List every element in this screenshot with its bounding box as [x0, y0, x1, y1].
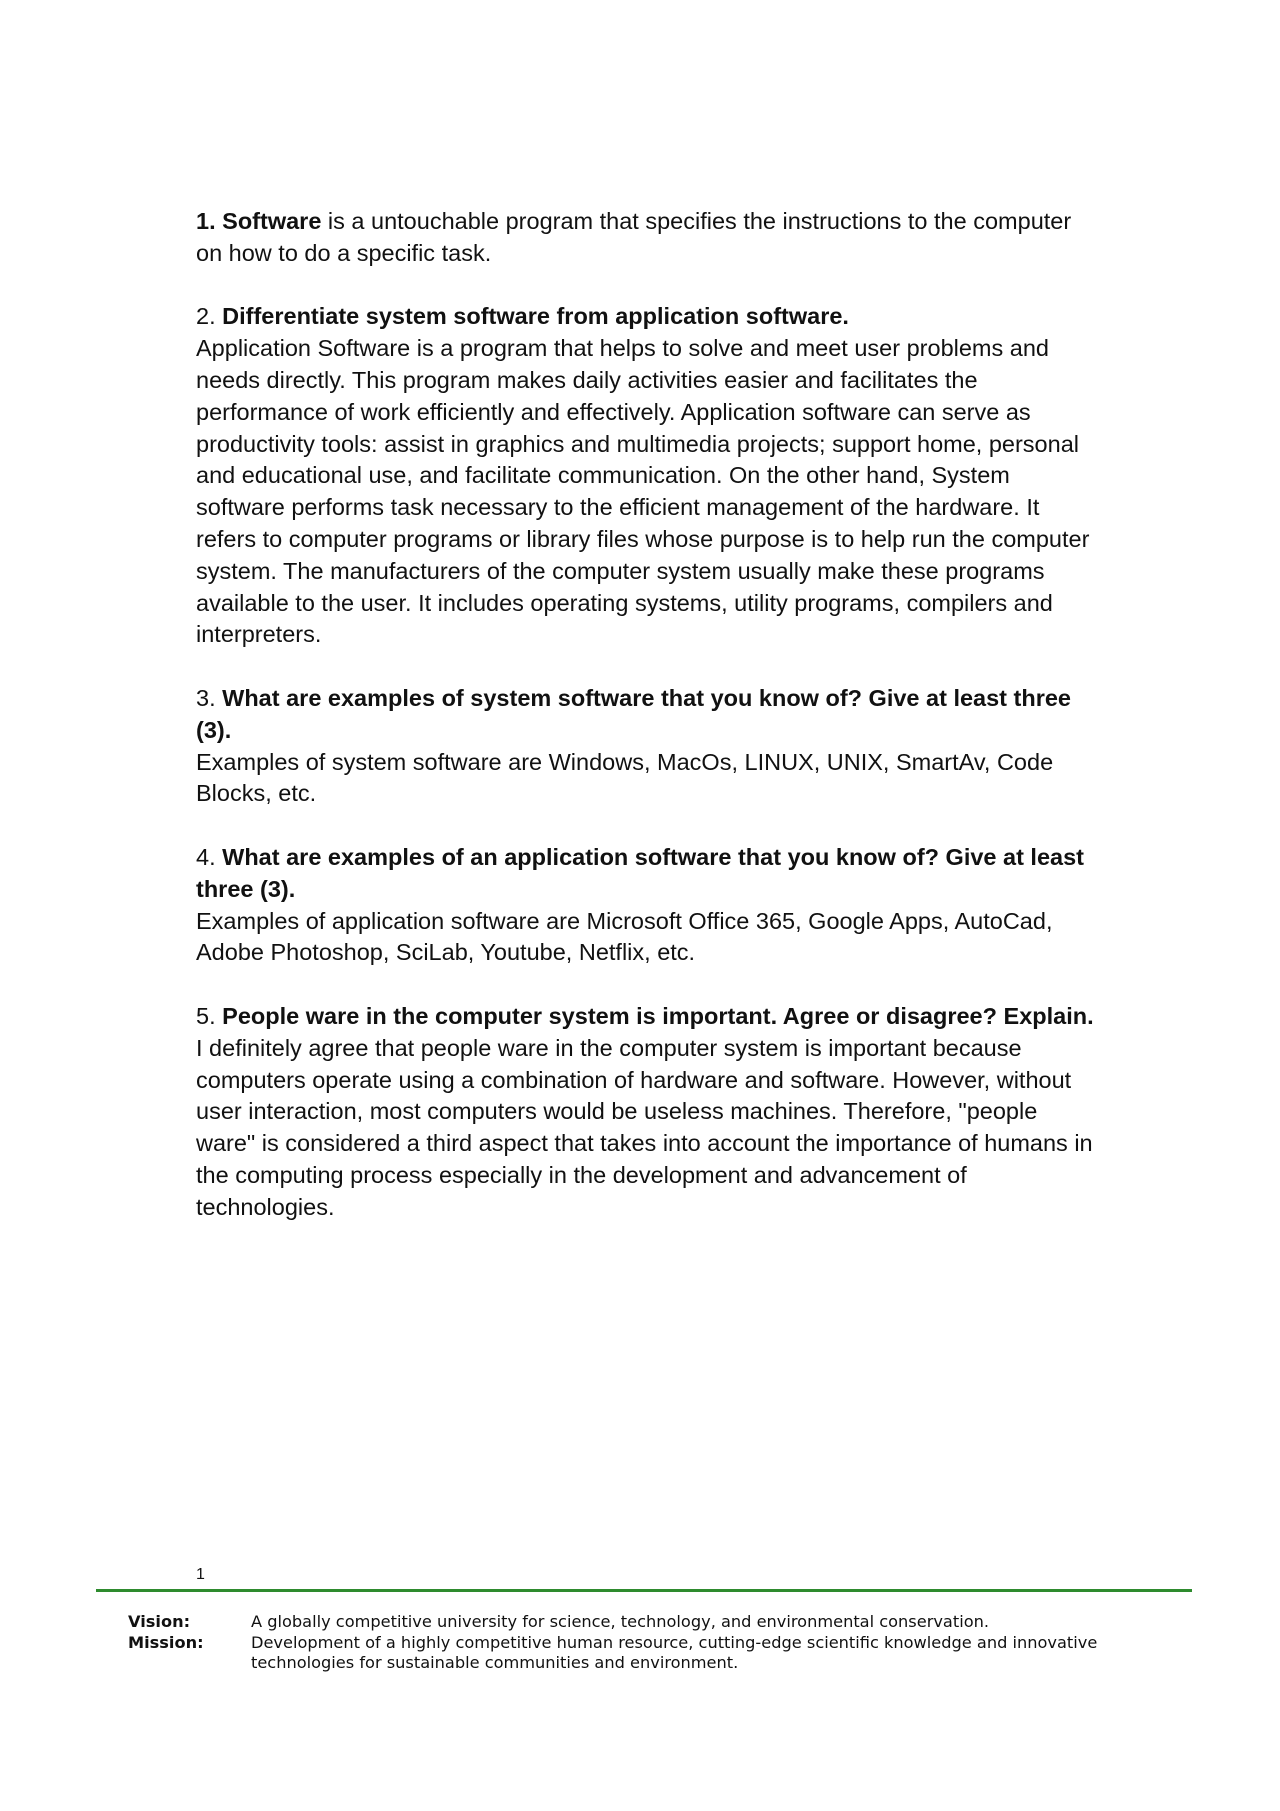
question-5-heading-line: [196, 1001, 1096, 1033]
question-2-answer: Application Software is a program that helps to solve and meet user problems and needs directly. This program makes daily activities easier and facilitates the performance of work efficiently and effectively. Application software can serve as productivity tools: assist in graphics and multimedia projects; support home, personal and educational use, and facilitate communication. On the other hand, System software performs task necessary to the efficient management of the hardware. It refers to computer programs or library files whose purpose is to help run the computer system. The manufacturers of the computer system usually make these programs available to the user. It includes operating systems, utility programs, compilers and interpreters.: [196, 335, 1090, 648]
vision-label: Vision:: [128, 1612, 191, 1631]
question-1-text: [196, 206, 1096, 270]
footer-divider: [96, 1589, 1192, 1592]
question-5-number: 5.: [196, 1002, 216, 1029]
footer-mission-row: [128, 1633, 1188, 1674]
question-4-heading: What are examples of an application software that you know of? Give at least three (3).: [196, 843, 1084, 902]
question-3-heading-line: [196, 683, 1096, 747]
question-4-number: 4.: [196, 843, 216, 870]
page-number: 1: [196, 1566, 205, 1583]
question-3-answer: Examples of system software are Windows, MacOs, LINUX, UNIX, SmartAv, Code Blocks, etc.: [196, 748, 1054, 807]
mission-text: Development of a highly competitive human resource, cutting-edge scientific knowledge and innovative technologies for sustainable communities and environment.: [251, 1632, 1098, 1672]
question-1: [196, 206, 1096, 270]
question-1-definition: is a untouchable program that specifies the instructions to the computer on how to do a specific task.: [196, 208, 1072, 266]
question-5: [196, 1001, 1096, 1224]
question-5-answer: I definitely agree that people ware in the computer system is important because computers operate using a combination of hardware and software. However, without user interaction, most computers would be useless machines. Therefore, "people ware" is considered a third aspect that takes into account the importance of humans in the computing process especially in the development and advancement of technologies.: [196, 1034, 1093, 1220]
question-2-heading: Differentiate system software from application software.: [222, 303, 849, 330]
question-2: [196, 301, 1096, 651]
mission-label: Mission:: [128, 1632, 204, 1652]
question-4-answer: Examples of application software are Microsoft Office 365, Google Apps, AutoCad, Adobe Photoshop, SciLab, Youtube, Netflix, etc.: [196, 907, 1053, 966]
footer: [128, 1612, 1188, 1674]
question-4: [196, 842, 1096, 969]
question-1-heading: Software: [222, 208, 322, 234]
footer-vision-row: [128, 1612, 1188, 1633]
vision-text: A globally competitive university for science, technology, and environmental conservation.: [251, 1612, 990, 1631]
document-body: [196, 206, 1096, 1255]
question-2-heading-line: [196, 301, 1096, 333]
question-2-number: 2.: [196, 303, 216, 330]
question-4-heading-line: [196, 842, 1096, 906]
question-5-heading: People ware in the computer system is important. Agree or disagree? Explain.: [222, 1002, 1094, 1029]
question-1-number: 1.: [196, 208, 216, 234]
question-3: [196, 683, 1096, 810]
question-3-heading: What are examples of system software that you know of? Give at least three (3).: [196, 684, 1071, 743]
question-3-number: 3.: [196, 684, 216, 711]
